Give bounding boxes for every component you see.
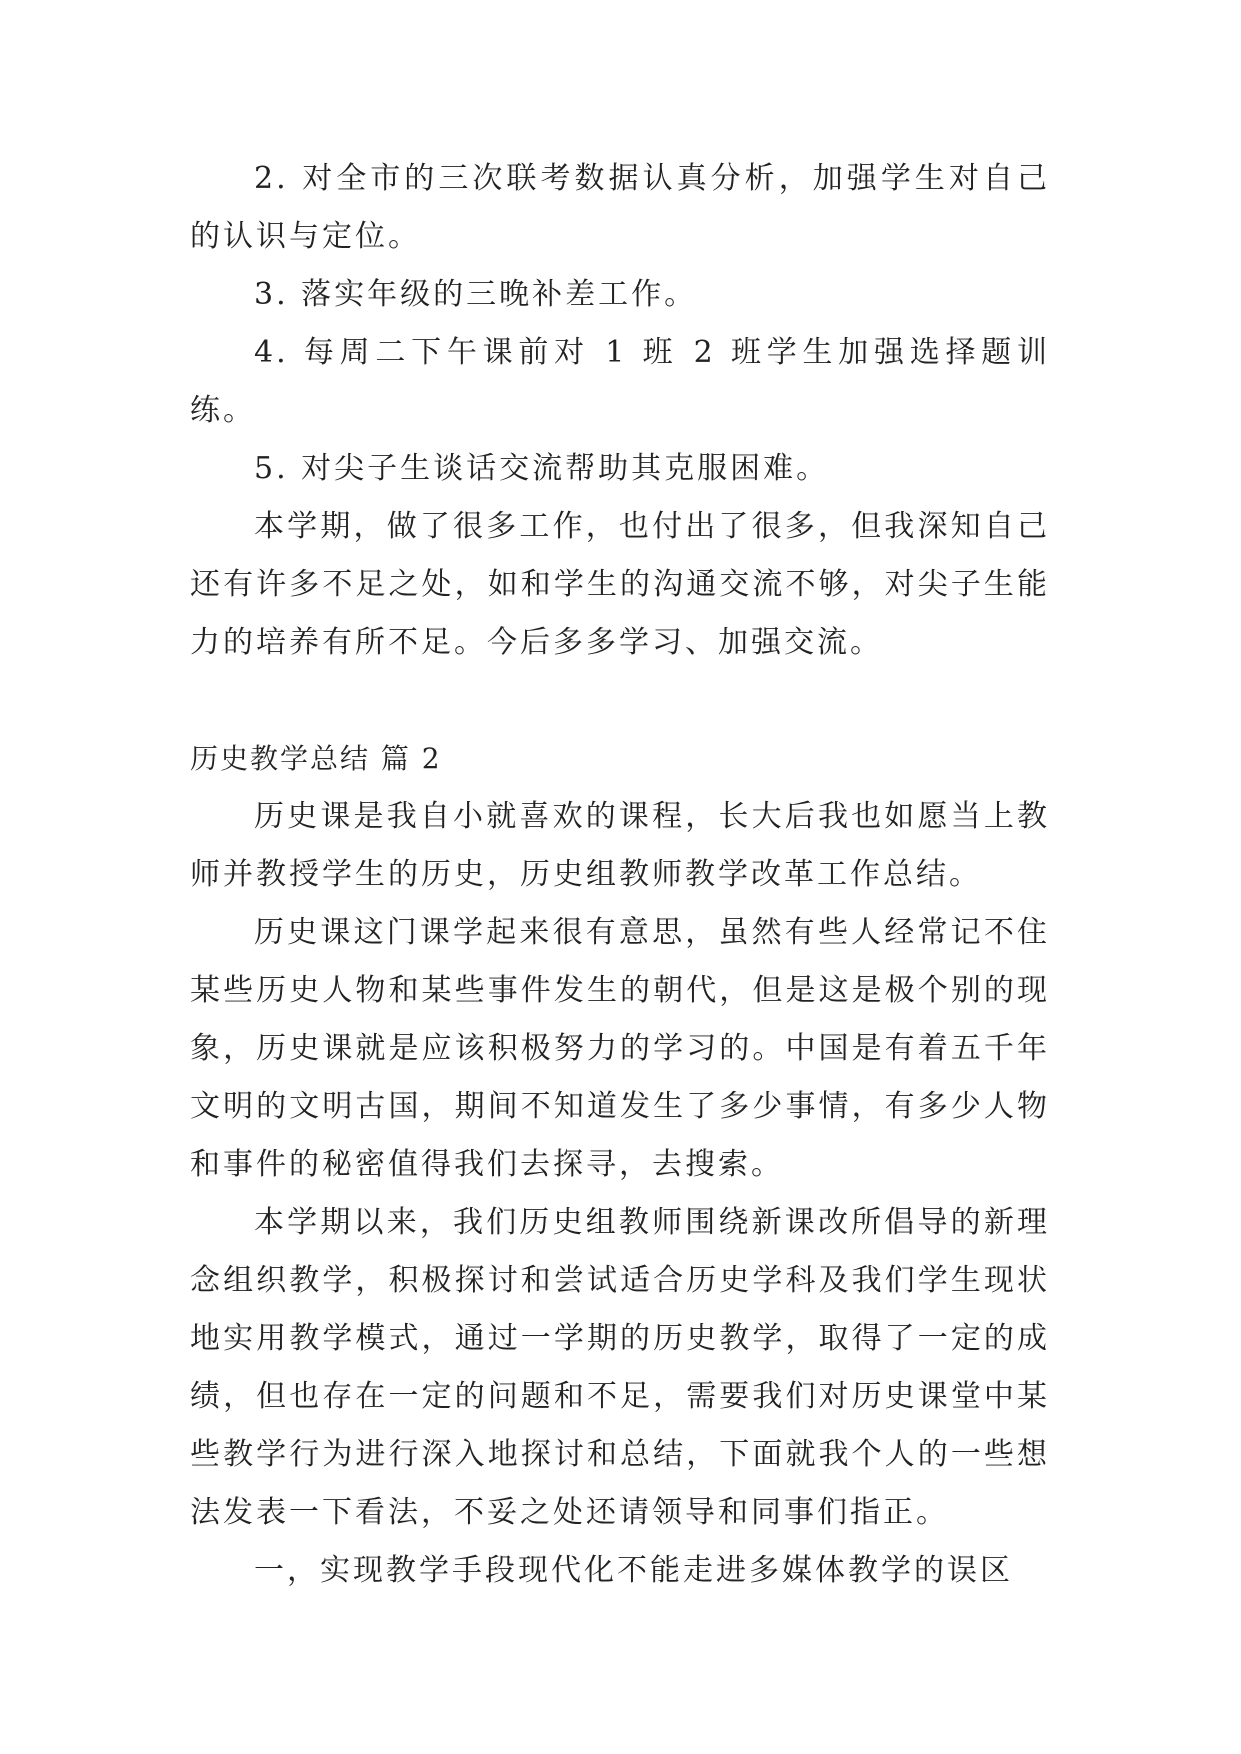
paragraph-point-one: 一，实现教学手段现代化不能走进多媒体教学的误区 [254, 1553, 1013, 1588]
paragraph-history-intro: 历史课是我自小就喜欢的课程，长大后我也如愿当上教师并教授学生的历史，历史组教师教学改革工作总结。 [190, 799, 1050, 892]
paragraph-history-interest: 历史课这门课学起来很有意思，虽然有些人经常记不住某些历史人物和某些事件发生的朝代，但是这是极个别的现象，历史课就是应该积极努力的学习的。中国是有着五千年文明的文明古国，期间不知道发生了多少事情，有多少人物和事件的秘密值得我们去探寻，去搜索。 [190, 915, 1050, 1182]
paragraph-semester-summary: 本学期，做了很多工作，也付出了很多，但我深知自己还有许多不足之处，如和学生的沟通交流不够，对尖子生能力的培养有所不足。今后多多学习、加强交流。 [190, 509, 1050, 660]
paragraph-item-5: 5. 对尖子生谈话交流帮助其克服困难。 [254, 451, 830, 486]
section-heading: 历史教学总结 篇 2 [190, 742, 442, 775]
document-body [190, 150, 1050, 1600]
paragraph-item-2: 2. 对全市的三次联考数据认真分析，加强学生对自己的认识与定位。 [190, 161, 1050, 254]
section-spacer [190, 672, 1050, 730]
paragraph-item-3: 3. 落实年级的三晚补差工作。 [254, 277, 698, 312]
paragraph-teaching-reform: 本学期以来，我们历史组教师围绕新课改所倡导的新理念组织教学，积极探讨和尝试适合历史学科及我们学生现状地实用教学模式，通过一学期的历史教学，取得了一定的成绩，但也存在一定的问题和不足，需要我们对历史课堂中某些教学行为进行深入地探讨和总结，下面就我个人的一些想法发表一下看法，不妥之处还请领导和同事们指正。 [190, 1205, 1050, 1530]
paragraph-item-4: 4. 每周二下午课前对 1 班 2 班学生加强选择题训练。 [190, 335, 1050, 428]
